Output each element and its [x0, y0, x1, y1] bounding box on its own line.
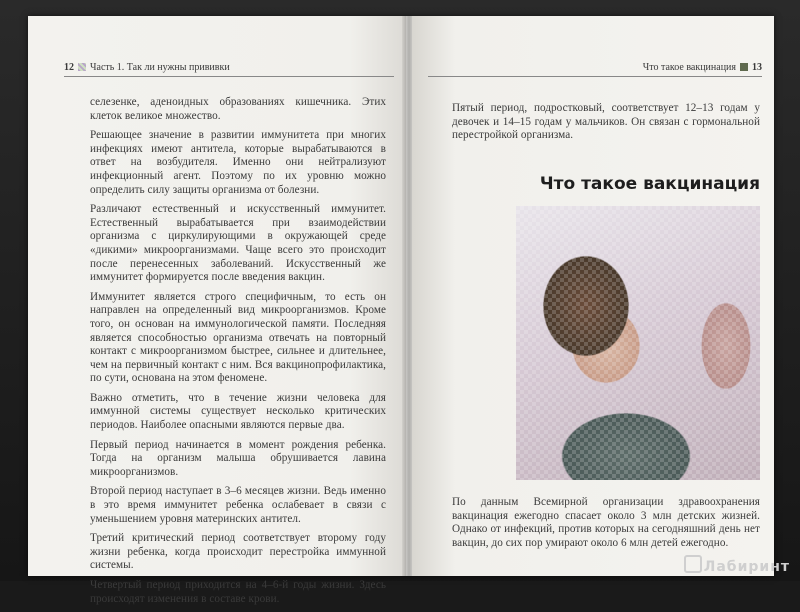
color-swatch-icon: [78, 63, 86, 71]
left-page: [28, 16, 406, 605]
paragraph: Второй период наступает в 3–6 месяцев жизни. Ведь именно в это время иммунитет ребенка ослабевает в связи с уменьшением уровня материнских антител.: [90, 485, 386, 525]
paragraph: селезенке, аденоидных образованиях кишечника. Этих клеток великое множество.: [90, 96, 386, 122]
left-body-text: [90, 96, 386, 612]
watermark-text: Лабиринт: [703, 559, 790, 575]
paragraph: Четвертый период приходится на 4–6-й годы жизни. Здесь происходят изменения в составе крови.: [90, 579, 386, 605]
paragraph: Важно отметить, что в течение жизни человека для иммунной системы существует несколько критических периодов. Наиболее опасными являются первые два.: [90, 391, 386, 432]
header-rule: [428, 76, 762, 77]
watermark: [684, 555, 790, 575]
right-bottom-text: [452, 496, 760, 556]
right-top-text: [452, 102, 760, 149]
paragraph: Первый период начинается в момент рождения ребенка. Тогда на организм малыша обрушивается лавина микроорганизмов.: [90, 438, 386, 478]
running-head-left: [64, 62, 394, 73]
page-number-left: 12: [64, 62, 74, 73]
vaccination-photo: [516, 206, 760, 480]
book-spread: [28, 16, 774, 605]
right-page: [412, 16, 774, 576]
running-head-right: [428, 62, 762, 73]
running-head-right-text: Что такое вакцинация: [642, 62, 736, 73]
section-heading: Что такое вакцинация: [539, 174, 760, 194]
labirint-logo-icon: [684, 555, 702, 573]
page-number-right: 13: [752, 62, 762, 73]
paragraph: Решающее значение в развитии иммунитета при многих инфекциях имеют антитела, которые вырабатываются в ответ на возбудителя. Именно они нейтрализуют инфекционный агент. Поэтому по их уровню можно определить силу защиты организма от болезни.: [90, 129, 386, 196]
paragraph: Иммунитет является строго специфичным, то есть он направлен на определенный вид микроорганизмов. Кроме того, он основан на иммунологической памяти. Последняя является способностью организма отвечать на повторный контакт с микроорганизмом быстрее, сильнее и длительнее, чем на первичный контакт с ним. Вся вакцинопрофилактика, по сути, основана на этом феномене.: [90, 290, 386, 385]
header-rule: [64, 76, 394, 77]
paragraph: Третий критический период соответствует второму году жизни ребенка, когда происходит перестройка иммунной системы.: [90, 532, 386, 572]
paragraph: Пятый период, подростковый, соответствует 12–13 годам у девочек и 14–15 годам у мальчиков. Он связан с гормональной перестройкой организма.: [452, 102, 760, 142]
color-swatch-icon: [740, 63, 748, 71]
running-head-left-text: Часть 1. Так ли нужны прививки: [90, 62, 230, 73]
paragraph: Различают естественный и искусственный иммунитет. Естественный вырабатывается при взаимодействии организма с циркулирующими в окружающей среде «дикими» микроорганизмами. Чаще всего это происходит после перенесенных заболеваний. Искусственный же иммунитет формируется после введения вакцин.: [90, 203, 386, 284]
paragraph: По данным Всемирной организации здравоохранения вакцинация ежегодно спасает около 3 млн детских жизней. Однако от инфекций, против которых на сегодняшний день нет вакцин, до сих пор умирают около 6 млн детей ежегодно.: [452, 496, 760, 549]
